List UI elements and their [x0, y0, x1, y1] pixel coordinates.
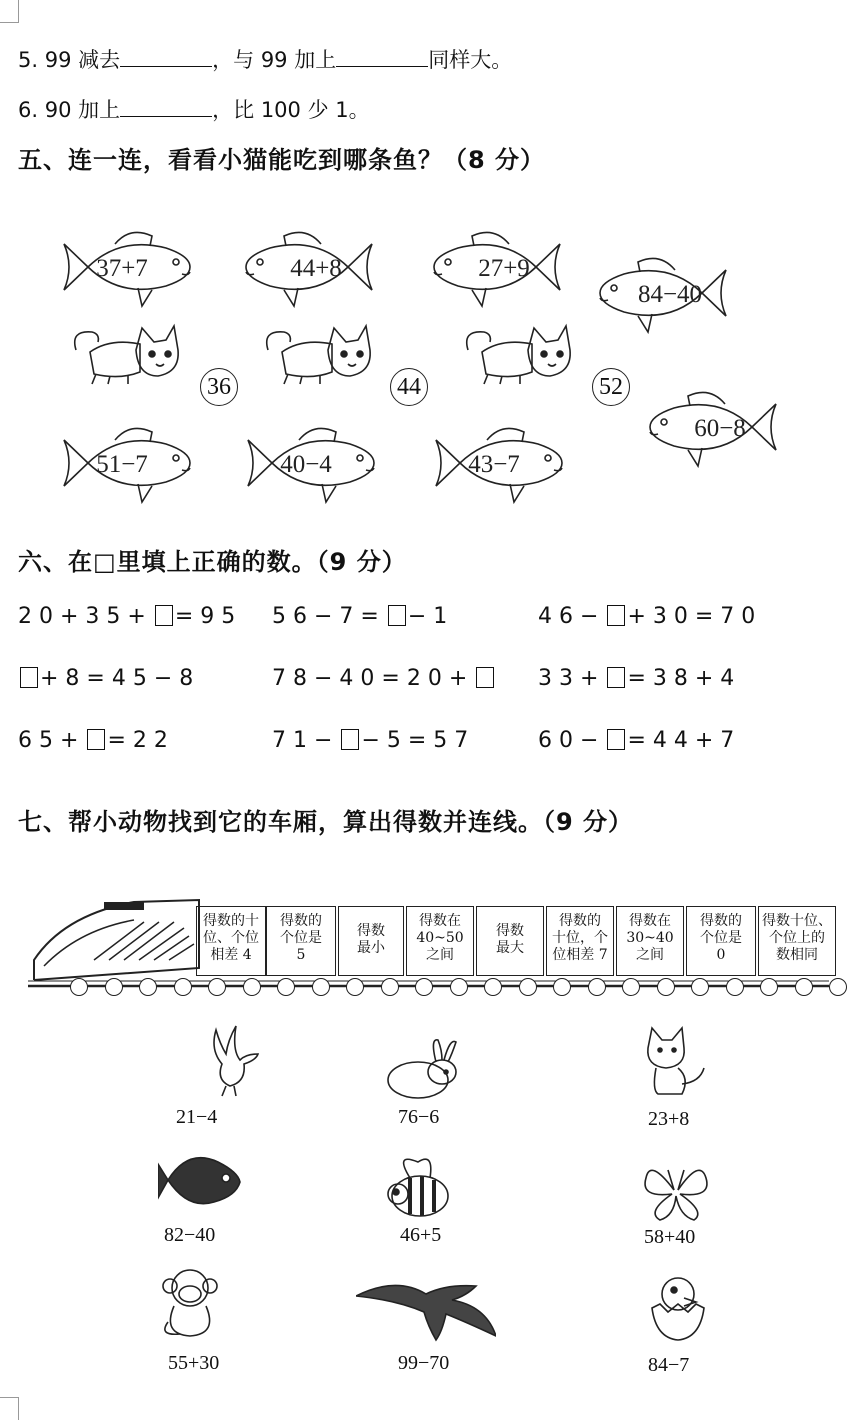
train-car[interactable]: [196, 906, 266, 976]
equation: [538, 604, 762, 629]
train-car-label: 最大: [496, 940, 524, 956]
wheel-icon: [691, 978, 709, 996]
fish-expression: 27+9: [478, 255, 530, 282]
equation-right: =38+4: [627, 666, 742, 691]
fish-card[interactable]: [590, 248, 730, 338]
equation: [18, 728, 175, 753]
cat-icon: [70, 322, 190, 386]
fish-card[interactable]: [236, 222, 376, 312]
eagle-icon[interactable]: [356, 1266, 496, 1350]
answer-blank[interactable]: [120, 100, 212, 117]
equation: [272, 604, 454, 629]
equation-left: 71−: [272, 728, 340, 753]
equation-left: 20+35+: [18, 604, 153, 629]
section-6-title: 六、在□里填上正确的数。（9 分）: [18, 548, 407, 576]
bird-icon[interactable]: [186, 1020, 272, 1104]
train-car-label: 个位是: [700, 930, 742, 946]
wheel-icon: [450, 978, 468, 996]
cat-answer-circle[interactable]: 36: [200, 368, 238, 406]
wheel-icon: [484, 978, 502, 996]
fish-expression: 37+7: [96, 255, 148, 282]
answer-box[interactable]: [607, 667, 625, 688]
bee-icon[interactable]: [374, 1148, 460, 1232]
cat-icon: [462, 322, 582, 386]
butterfly-icon[interactable]: [630, 1150, 716, 1234]
fish-expression: 43−7: [468, 451, 520, 478]
animal-expression: 84−7: [648, 1354, 690, 1376]
answer-blank[interactable]: [120, 50, 212, 67]
monkey-icon[interactable]: [150, 1262, 236, 1346]
question-text: 90 加上: [44, 98, 121, 122]
equation-left: 65+: [18, 728, 86, 753]
section-5-title: 五、连一连，看看小猫能吃到哪条鱼？（8 分）: [18, 146, 546, 174]
wheel-icon: [174, 978, 192, 996]
train-car[interactable]: [406, 906, 474, 976]
train-car-label: 位、个位: [203, 930, 259, 946]
train-car[interactable]: [338, 906, 404, 976]
train-car-label: 5: [296, 947, 306, 963]
answer-box[interactable]: [341, 729, 359, 750]
equation-right: −5=57: [361, 728, 476, 753]
wheel-icon: [139, 978, 157, 996]
answer-box[interactable]: [87, 729, 105, 750]
fish-expression: 44+8: [290, 255, 342, 282]
wheel-icon: [622, 978, 640, 996]
answer-box[interactable]: [388, 605, 406, 626]
train-car-label: 40~50: [416, 930, 464, 946]
wheel-icon: [795, 978, 813, 996]
fish-card[interactable]: [424, 222, 564, 312]
equation-right: =22: [107, 728, 175, 753]
wheel-icon: [519, 978, 537, 996]
wheel-icon: [726, 978, 744, 996]
equation-right: =44+7: [627, 728, 742, 753]
question-number: 5.: [18, 48, 39, 72]
rabbit-icon[interactable]: [378, 1030, 464, 1114]
wheel-icon: [415, 978, 433, 996]
cat-answer-circle[interactable]: 44: [390, 368, 428, 406]
animal-expression: 76−6: [398, 1106, 440, 1128]
train-car-label: 得数: [496, 923, 524, 939]
animal-expression: 46+5: [400, 1224, 442, 1246]
bottom-corner-mark: [0, 1397, 19, 1420]
train-car[interactable]: [546, 906, 614, 976]
fish-expression: 51−7: [96, 451, 148, 478]
wheel-icon: [829, 978, 847, 996]
train-car-label: 得数的: [559, 913, 601, 929]
train-car-label: 得数在: [629, 913, 671, 929]
train-car-label: 0: [716, 947, 726, 963]
question-text: 99 减去: [44, 48, 121, 72]
fish-card[interactable]: [60, 418, 200, 508]
equation-left: 56−7=: [272, 604, 386, 629]
section-7-title: 七、帮小动物找到它的车厢，算出得数并连线。（9 分）: [18, 808, 634, 836]
wheel-icon: [312, 978, 330, 996]
train-car-label: 位相差 7: [552, 947, 608, 963]
train-car-label: 之间: [636, 947, 664, 963]
wheel-icon: [243, 978, 261, 996]
train-car-label: 十位，个: [552, 930, 608, 946]
wheel-icon: [70, 978, 88, 996]
wheel-icon: [105, 978, 123, 996]
wheel-icon: [760, 978, 778, 996]
fish-card[interactable]: [244, 418, 384, 508]
train-car-label: 之间: [426, 947, 454, 963]
fish-expression: 84−40: [637, 281, 703, 308]
train-car-label: 得数在: [419, 913, 461, 929]
animal-expression: 58+40: [644, 1226, 696, 1248]
answer-box[interactable]: [607, 605, 625, 626]
question-text: ，比 100 少 1。: [212, 98, 370, 122]
equation-right: −1: [407, 604, 455, 629]
equation-left: 46−: [538, 604, 606, 629]
animal-expression: 21−4: [176, 1106, 218, 1128]
question-5: [18, 44, 512, 74]
train-car[interactable]: [758, 906, 836, 976]
question-text: ，与 99 加上: [212, 48, 337, 72]
wheel-icon: [553, 978, 571, 996]
wheel-icon: [346, 978, 364, 996]
equation: [18, 604, 242, 629]
wheel-icon: [588, 978, 606, 996]
fish-icon[interactable]: [158, 1140, 244, 1224]
train-car[interactable]: [616, 906, 684, 976]
animal-expression: 23+8: [648, 1108, 690, 1130]
question-6: [18, 94, 370, 124]
train-car-label: 个位上的: [769, 930, 825, 946]
answer-box[interactable]: [476, 667, 494, 688]
train-car-label: 最小: [357, 940, 385, 956]
answer-box[interactable]: [155, 605, 173, 626]
train-car-label: 得数的: [280, 913, 322, 929]
fish-card[interactable]: [432, 418, 572, 508]
answer-blank[interactable]: [336, 50, 428, 67]
train-car-label: 得数的十: [203, 913, 259, 929]
train-car-label: 得数十位、: [762, 913, 832, 929]
animal-expression: 55+30: [168, 1352, 220, 1374]
question-number: 6.: [18, 98, 39, 122]
wheel-icon: [657, 978, 675, 996]
equation: [272, 666, 496, 691]
animal-expression: 99−70: [398, 1352, 450, 1374]
train-car[interactable]: [266, 906, 336, 976]
train-car-label: 数相同: [776, 947, 818, 963]
equation-left: 33+: [538, 666, 606, 691]
answer-box[interactable]: [20, 667, 38, 688]
train-car-label: 得数: [357, 923, 385, 939]
equation: [538, 666, 741, 691]
equation-left: 60−: [538, 728, 606, 753]
top-corner-mark: [0, 0, 19, 23]
wheel-icon: [208, 978, 226, 996]
equation-right: +30=70: [627, 604, 763, 629]
animal-expression: 82−40: [164, 1224, 216, 1246]
train-car-label: 30~40: [626, 930, 674, 946]
fish-card[interactable]: [60, 222, 200, 312]
equation: [18, 666, 200, 691]
fish-card[interactable]: [640, 382, 780, 472]
cat-answer-circle[interactable]: 52: [592, 368, 630, 406]
equation: [538, 728, 741, 753]
train-car-label: 得数的: [700, 913, 742, 929]
wheel-icon: [277, 978, 295, 996]
chick-icon[interactable]: [638, 1268, 724, 1352]
train-car-label: 相差 4: [210, 947, 252, 963]
train-car[interactable]: [686, 906, 756, 976]
train-car-label: 个位是: [280, 930, 322, 946]
equation: [272, 728, 475, 753]
equation-right: +8=45−8: [40, 666, 201, 691]
question-text: 同样大。: [428, 48, 513, 72]
fish-expression: 40−4: [280, 451, 332, 478]
equation-left: 78−40=20+: [272, 666, 475, 691]
cat-icon[interactable]: [628, 1018, 714, 1102]
answer-box[interactable]: [607, 729, 625, 750]
wheel-icon: [381, 978, 399, 996]
equation-right: =95: [174, 604, 243, 629]
cat-icon: [262, 322, 382, 386]
train-car[interactable]: [476, 906, 544, 976]
fish-expression: 60−8: [694, 415, 746, 442]
